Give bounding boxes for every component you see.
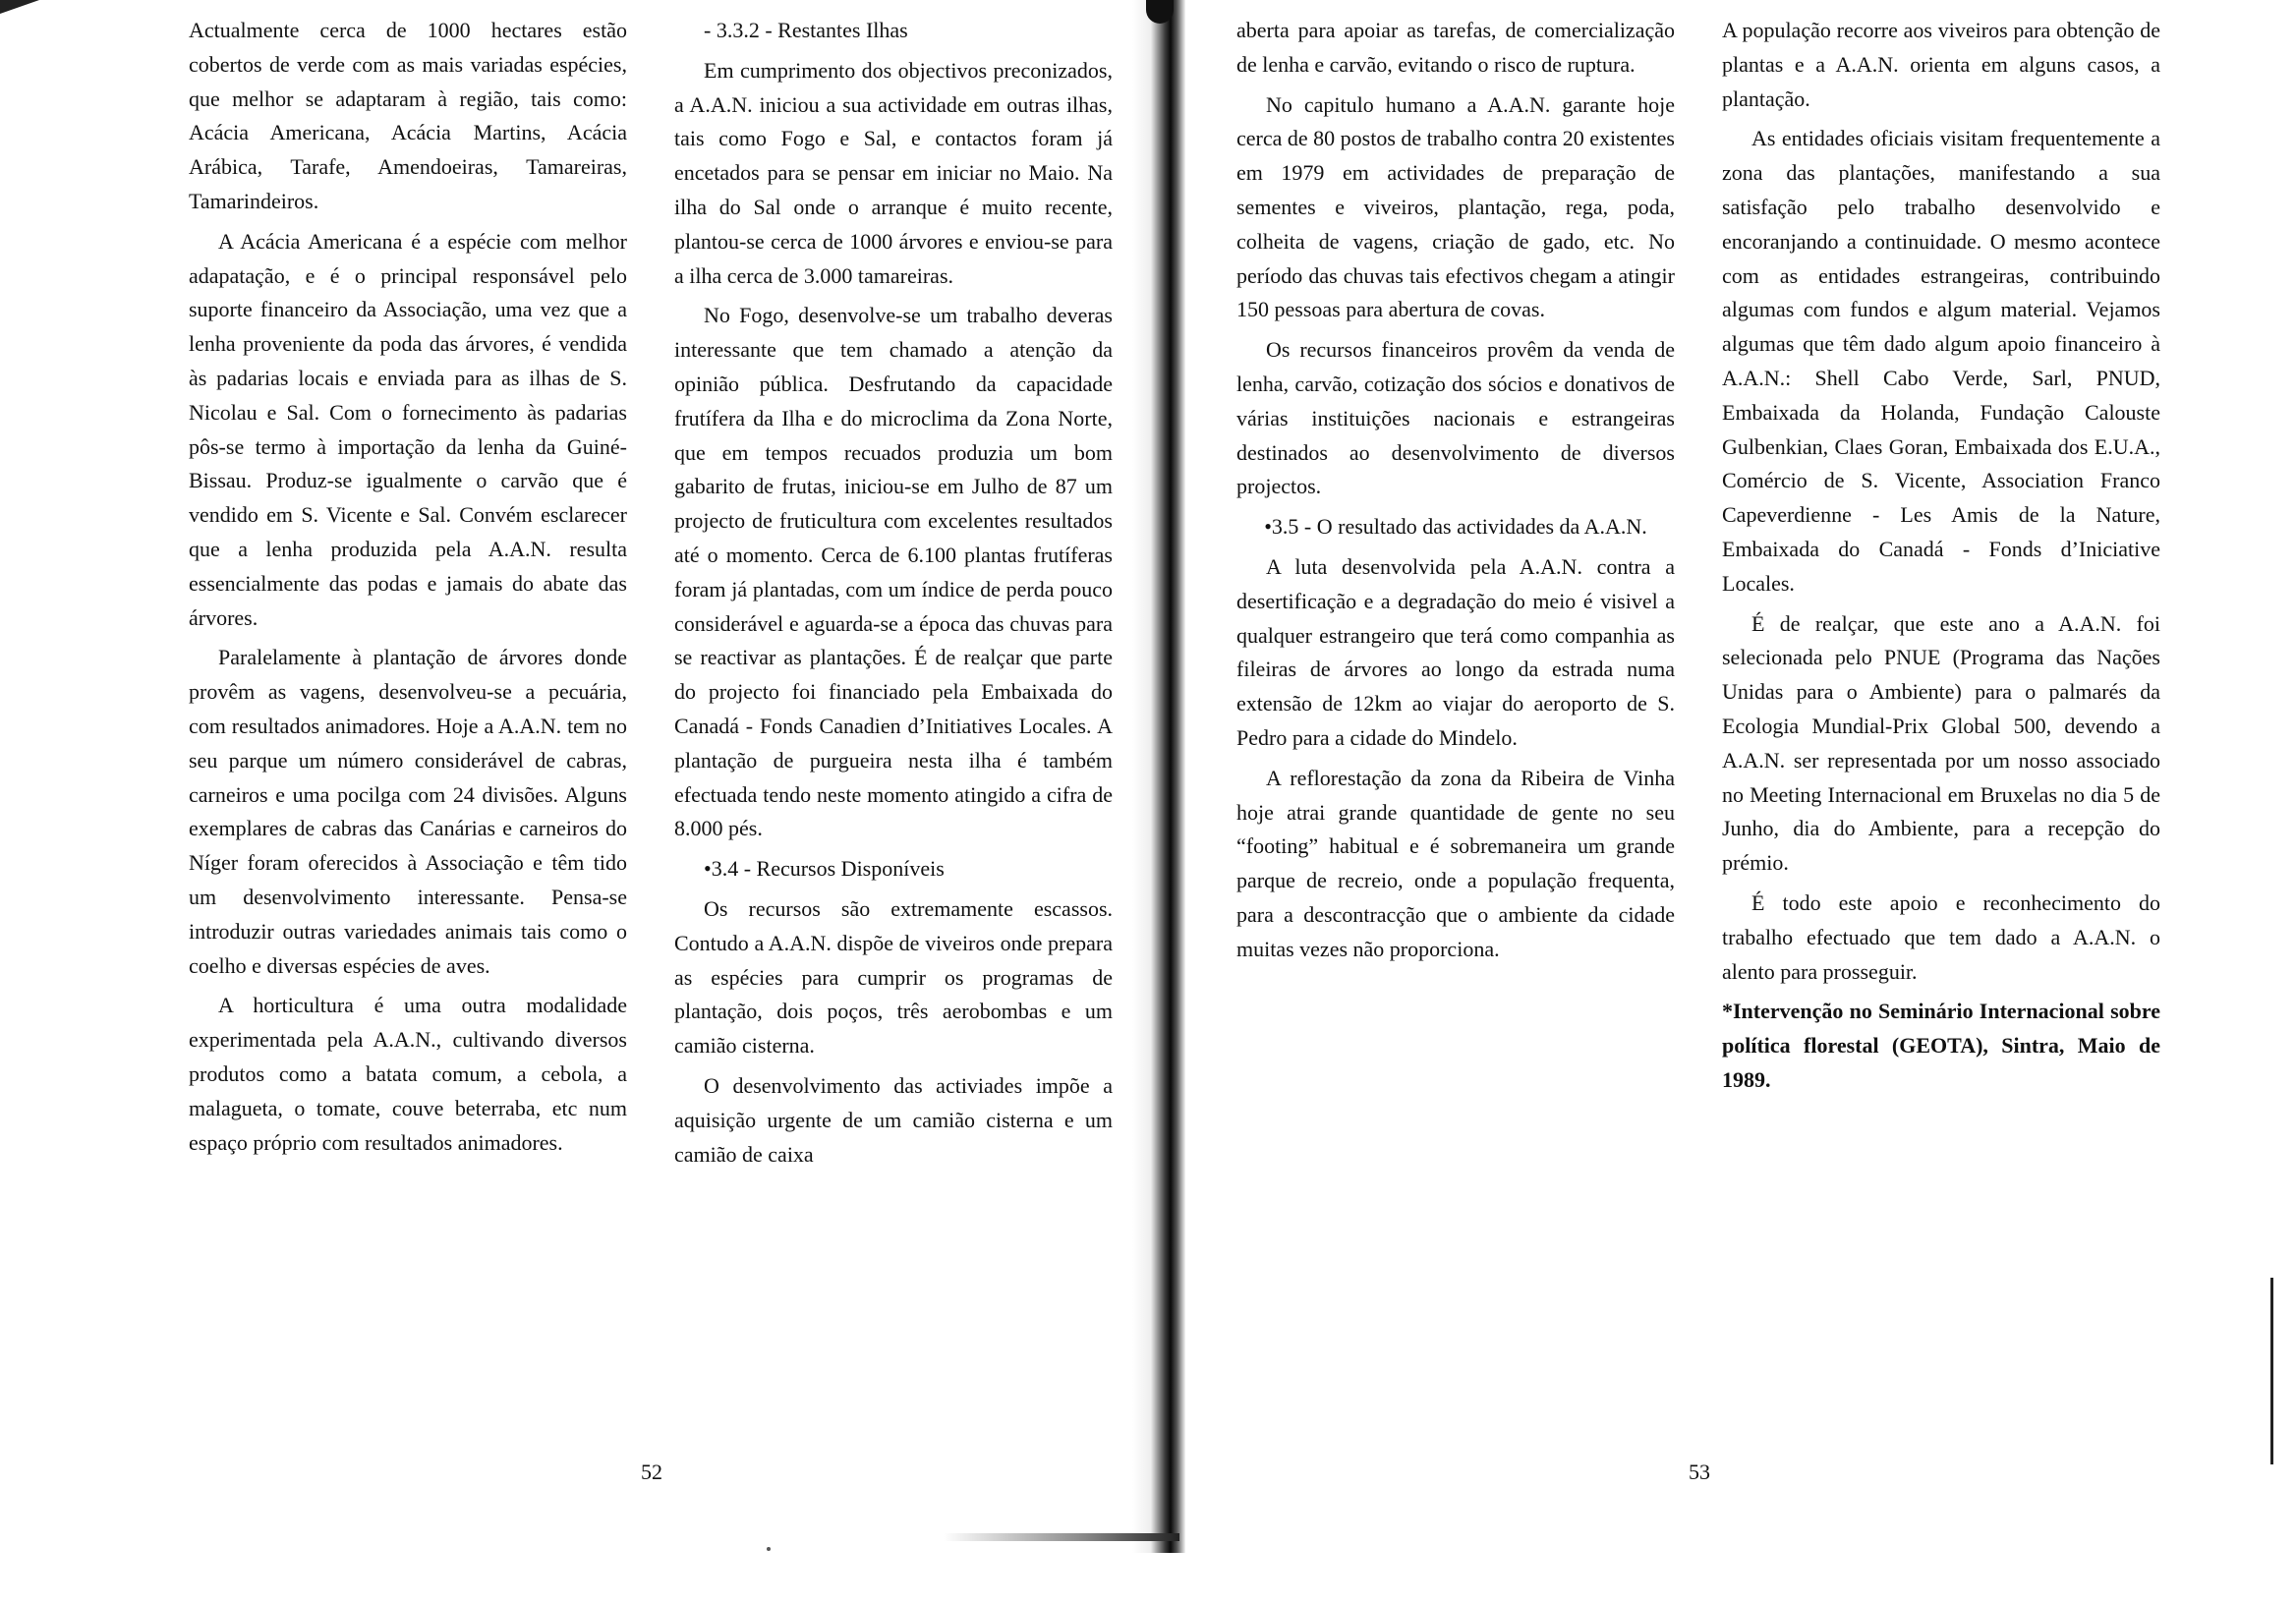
- section-heading: •3.4 - Recursos Disponíveis: [704, 856, 945, 882]
- paragraph: No capitulo humano a A.A.N. garante hoje cerca de 80 postos de trabalho contra 20 existentes em 1979 em actividades de preparação de sementes e viveiros, plantação, rega, poda, colheita de vagens, criação de gado, etc. No período das chuvas tais efectivos chegam a atingir 150 pessoas para abertura de covas.: [1236, 91, 1675, 322]
- page-edge-mark: [2270, 1278, 2273, 1464]
- paragraph: É todo este apoio e reconhecimento do trabalho efectuado que tem dado a A.A.N. o alento para prosseguir.: [1722, 889, 2160, 984]
- scan-speck: [767, 1547, 771, 1551]
- gutter-bottom-shadow: [944, 1533, 1179, 1541]
- paragraph: aberta para apoiar as tarefas, de comercialização de lenha e carvão, evitando o risco de ruptura.: [1236, 18, 1675, 77]
- left-page-number: 52: [641, 1460, 662, 1484]
- paragraph: Os recursos são extremamente escassos. Contudo a A.A.N. dispõe de viveiros onde prepara as espécies para cumprir os programas de plantação, dois poços, três aerobombas e um camião cisterna.: [674, 895, 1113, 1059]
- paragraph: A luta desenvolvida pela A.A.N. contra a desertificação e a degradação do meio é visivel a qualquer estrangeiro que terá como companhia as fileiras de árvores ao longo da estrada numa extensão de 12km ao viajar do aeroporto de S. Pedro para a cidade do Mindelo.: [1236, 553, 1675, 750]
- section-heading: •3.5 - O resultado das actividades da A.A.N.: [1264, 514, 1647, 540]
- section-heading: - 3.3.2 - Restantes Ilhas: [704, 18, 908, 42]
- paragraph: A população recorre aos viveiros para obtenção de plantas e a A.A.N. orienta em alguns casos, a plantação.: [1722, 18, 2160, 111]
- scan-corner-mark: [0, 0, 39, 14]
- paragraph: A horticultura é uma outra modalidade experimentada pela A.A.N., cultivando diversos produtos como a batata comum, a cebola, a malagueta, o tomate, couve beterraba, etc num espaço próprio com resultados animadores.: [189, 993, 627, 1155]
- right-page-number: 53: [1689, 1460, 1710, 1484]
- paragraph: A Acácia Americana é a espécie com melhor adapatação, e é o principal responsável pelo suporte financeiro da Associação, uma vez que a lenha proveniente da poda das árvores, é vendida às padarias locais e enviada para as ilhas de S. Nicolau e Sal. Com o fornecimento às padarias pôs-se termo à importação da lenha da Guiné-Bissau. Produz-se igualmente o carvão que é vendido em S. Vicente e Sal. Convém esclarecer que a lenha produzida pela A.A.N. resulta essencialmente das podas e jamais do abate das árvores.: [189, 228, 627, 630]
- footnote: *Intervenção no Seminário Internacional sobre política florestal (GEOTA), Sintra, Maio de 1989.: [1722, 999, 2160, 1092]
- paragraph: Paralelamente à plantação de árvores donde provêm as vagens, desenvolveu-se a pecuária, com resultados animadores. Hoje a A.A.N. tem no seu parque um número considerável de cabras, carneiros e uma pocilga com 24 divisões. Alguns exemplares de cabras das Canárias e carneiros do Níger foram oferecidos à Associação e têm tido um desenvolvimento interessante. Pensa-se introduzir outras variedades animais tais como o coelho e diversas espécies de aves.: [189, 645, 627, 978]
- paragraph: As entidades oficiais visitam frequentemente a zona das plantações, manifestando a sua satisfação pelo trabalho desenvolvido e encoranjando a continuidade. O mesmo acontece com as entidades estrangeiras, contribuindo algumas com fundos e algum material. Vejamos algumas que têm dado algum apoio financeiro à A.A.N.: Shell Cabo Verde, Sarl, PNUD, Embaixada da Holanda, Fundação Calouste Gulbenkian, Claes Goran, Embaixada dos E.U.A., Comércio de S. Vicente, Association Franco Capeverdienne - Les Amis de la Nature, Embaixada do Canadá - Fonds d’Iniciative Locales.: [1722, 126, 2160, 596]
- book-gutter: [1132, 0, 1185, 1553]
- right-page-column-2: [1722, 14, 2160, 1104]
- paragraph: É de realçar, que este ano a A.A.N. foi selecionada pelo PNUE (Programa das Nações Unidas para o Ambiente) para o palmarés da Ecologia Mundial-Prix Global 500, devendo a A.A.N. ser representada por um nosso associado no Meeting Internacional em Bruxelas no dia 5 de Junho, dia do Ambiente, para a recepção do prémio.: [1722, 610, 2160, 876]
- left-page-column-2: [674, 14, 1113, 1177]
- paragraph: Em cumprimento dos objectivos preconizados, a A.A.N. iniciou a sua actividade em outras ilhas, tais como Fogo e Sal, e contactos foram já encetados para se pensar em iniciar no Maio. Na ilha do Sal onde o arranque é muito recente, plantou-se cerca de 1000 árvores e enviou-se para a ilha cerca de 3.000 tamareiras.: [674, 57, 1113, 288]
- paragraph: Os recursos financeiros provêm da venda de lenha, carvão, cotização dos sócios e donativos de várias instituições nacionais e estrangeiras destinados ao desenvolvimento de diversos projectos.: [1236, 337, 1675, 499]
- right-page-column-1: [1236, 14, 1675, 973]
- paragraph: O desenvolvimento das activiades impõe a aquisição urgente de um camião cisterna e um camião de caixa: [674, 1072, 1113, 1167]
- left-page-column-1: [189, 14, 627, 1166]
- paragraph: A reflorestação da zona da Ribeira de Vinha hoje atrai grande quantidade de gente no seu “footing” habitual e é sobremaneira um grande parque de recreio, onde a população frequenta, para a descontracção que o ambiente da cidade muitas vezes não proporciona.: [1236, 765, 1675, 961]
- paragraph: Actualmente cerca de 1000 hectares estão cobertos de verde com as mais variadas espécies, que melhor se adaptaram à região, tais como: Acácia Americana, Acácia Martins, Acácia Arábica, Tarafe, Amendoeiras, Tamareiras, Tamarindeiros.: [189, 18, 627, 213]
- paragraph: No Fogo, desenvolve-se um trabalho deveras interessante que tem chamado a atenção da opinião pública. Desfrutando da capacidade frutífera da Ilha e do microclima da Zona Norte, que em tempos recuados produzia um bom gabarito de frutas, iniciou-se em Julho de 87 um projecto de fruticultura com excelentes resultados até o momento. Cerca de 6.100 plantas frutíferas foram já plantadas, com um índice de perda pouco considerável e aguarda-se a época das chuvas para se reactivar as plantações. É de realçar que parte do projecto foi financiado pela Embaixada do Canadá - Fonds Canadien d’Initiatives Locales. A plantação de purgueira nesta ilha é também efectuada tendo neste momento atingido a cifra de 8.000 pés.: [674, 303, 1113, 841]
